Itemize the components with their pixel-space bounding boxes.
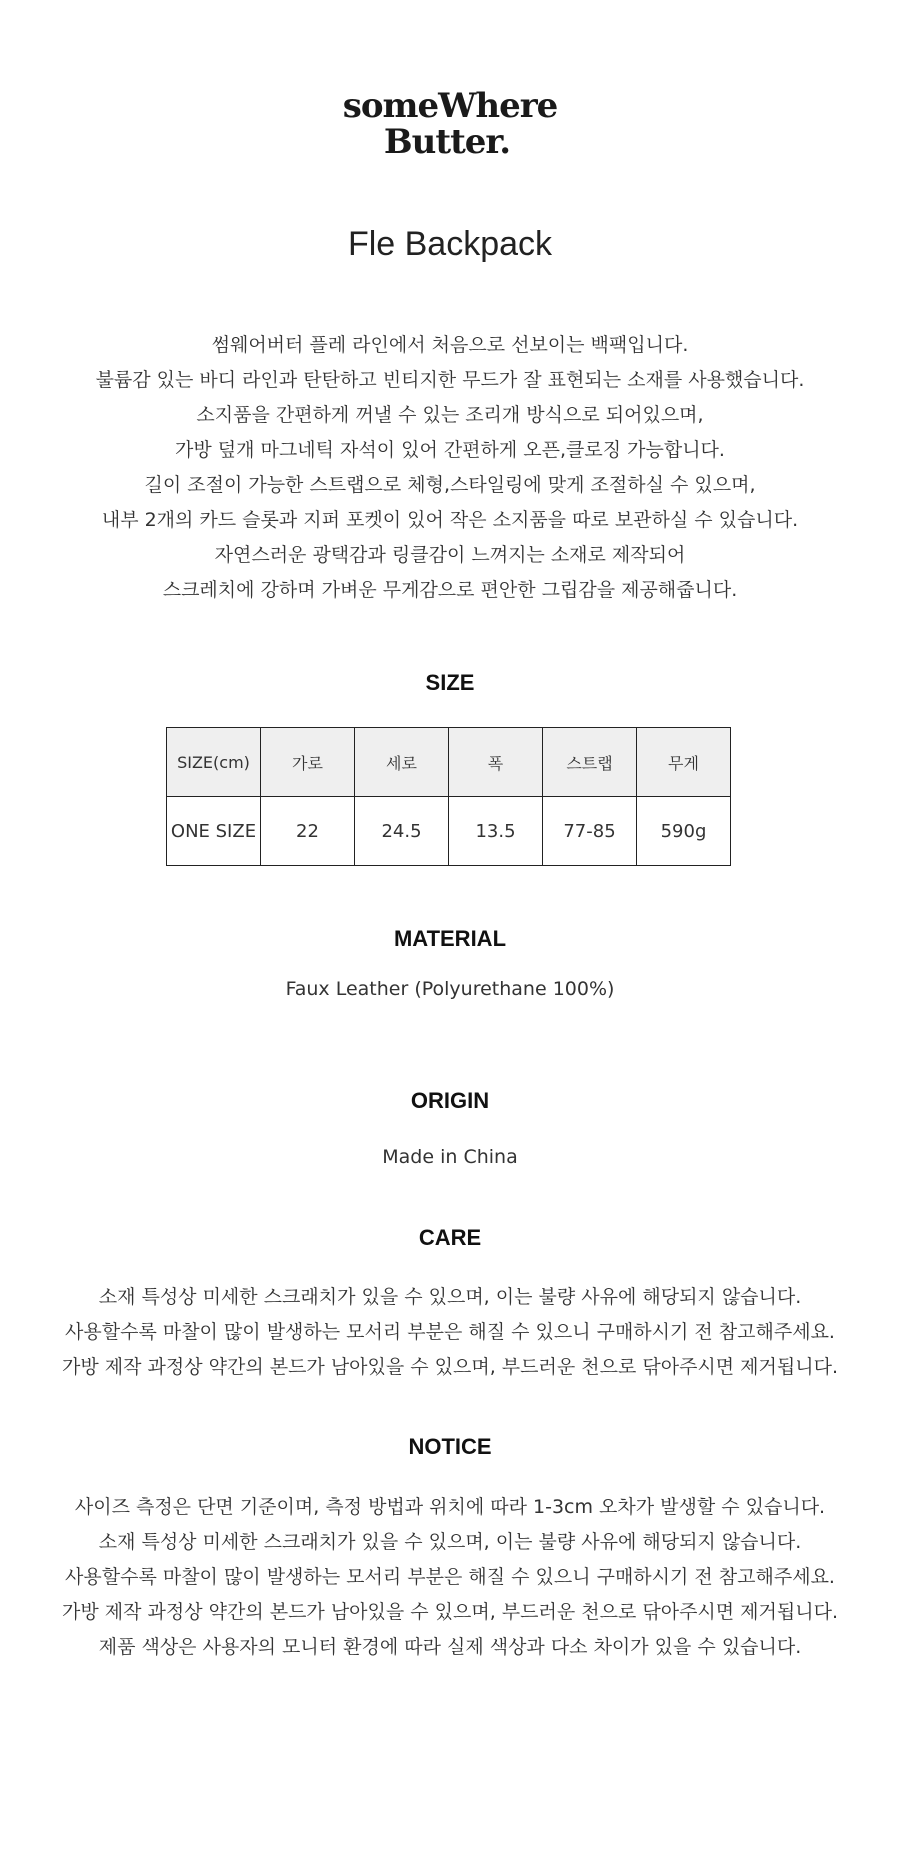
- size-value-cell: 77-85: [543, 797, 637, 866]
- product-description: [0, 328, 900, 608]
- care-line: 사용할수록 마찰이 많이 발생하는 모서리 부분은 해질 수 있으니 구매하시기 전 참고해주세요.: [65, 1321, 835, 1343]
- description-line: 스크레치에 강하며 가벼운 무게감으로 편안한 그립감을 제공해줍니다.: [162, 579, 738, 601]
- origin-text: Made in China: [382, 1146, 518, 1168]
- size-table-header-row: [167, 728, 731, 797]
- size-header-cell: 무게: [637, 728, 731, 797]
- origin-heading: ORIGIN: [410, 1088, 490, 1113]
- material-text: Faux Leather (Polyurethane 100%): [285, 978, 615, 1000]
- description-line: 길이 조절이 가능한 스트랩으로 체형,스타일링에 맞게 조절하실 수 있으며,: [144, 474, 756, 496]
- product-title: Fle Backpack: [347, 225, 553, 263]
- size-header-cell: 가로: [261, 728, 355, 797]
- notice-heading: NOTICE: [408, 1434, 492, 1459]
- size-header-cell: 세로: [355, 728, 449, 797]
- size-value-cell: ONE SIZE: [167, 797, 261, 866]
- description-line: 내부 2개의 카드 슬롯과 지퍼 포켓이 있어 작은 소지품을 따로 보관하실 수 있습니다.: [101, 509, 799, 531]
- brand-logo-line2: Butter.: [383, 122, 511, 162]
- notice-line: 제품 색상은 사용자의 모니터 환경에 따라 실제 색상과 다소 차이가 있을 수 있습니다.: [98, 1636, 802, 1658]
- notice-line: 가방 제작 과정상 약간의 본드가 남아있을 수 있으며, 부드러운 천으로 닦아주시면 제거됩니다.: [62, 1601, 838, 1623]
- care-text: [0, 1280, 900, 1385]
- brand-logo-line1: someWhere: [342, 86, 558, 126]
- notice-line: 사용할수록 마찰이 많이 발생하는 모서리 부분은 해질 수 있으니 구매하시기 전 참고해주세요.: [65, 1566, 835, 1588]
- description-line: 썸웨어버터 플레 라인에서 처음으로 선보이는 백팩입니다.: [211, 334, 689, 356]
- size-header-cell: 폭: [449, 728, 543, 797]
- description-line: 소지품을 간편하게 꺼낼 수 있는 조리개 방식으로 되어있으며,: [196, 404, 704, 426]
- size-header-cell: 스트랩: [543, 728, 637, 797]
- size-value-cell: 24.5: [355, 797, 449, 866]
- care-line: 소재 특성상 미세한 스크래치가 있을 수 있으며, 이는 불량 사유에 해당되지 않습니다.: [98, 1286, 802, 1308]
- material-heading: MATERIAL: [393, 926, 507, 951]
- size-value-cell: 13.5: [449, 797, 543, 866]
- size-table: [166, 727, 731, 866]
- care-heading: CARE: [418, 1225, 482, 1250]
- brand-logo: [0, 88, 900, 160]
- notice-line: 소재 특성상 미세한 스크래치가 있을 수 있으며, 이는 불량 사유에 해당되지 않습니다.: [98, 1531, 802, 1553]
- care-line: 가방 제작 과정상 약간의 본드가 남아있을 수 있으며, 부드러운 천으로 닦아주시면 제거됩니다.: [62, 1356, 838, 1378]
- size-heading: SIZE: [425, 670, 475, 695]
- notice-text: [0, 1490, 900, 1665]
- description-line: 불륨감 있는 바디 라인과 탄탄하고 빈티지한 무드가 잘 표현되는 소재를 사용했습니다.: [95, 369, 805, 391]
- size-header-cell: SIZE(cm): [167, 728, 261, 797]
- description-line: 자연스러운 광택감과 링클감이 느껴지는 소재로 제작되어: [214, 544, 686, 566]
- size-table-row: [167, 797, 731, 866]
- size-value-cell: 22: [261, 797, 355, 866]
- notice-line: 사이즈 측정은 단면 기준이며, 측정 방법과 위치에 따라 1-3cm 오차가 발생할 수 있습니다.: [74, 1496, 826, 1518]
- description-line: 가방 덮개 마그네틱 자석이 있어 간편하게 오픈,클로징 가능합니다.: [175, 439, 725, 461]
- size-value-cell: 590g: [637, 797, 731, 866]
